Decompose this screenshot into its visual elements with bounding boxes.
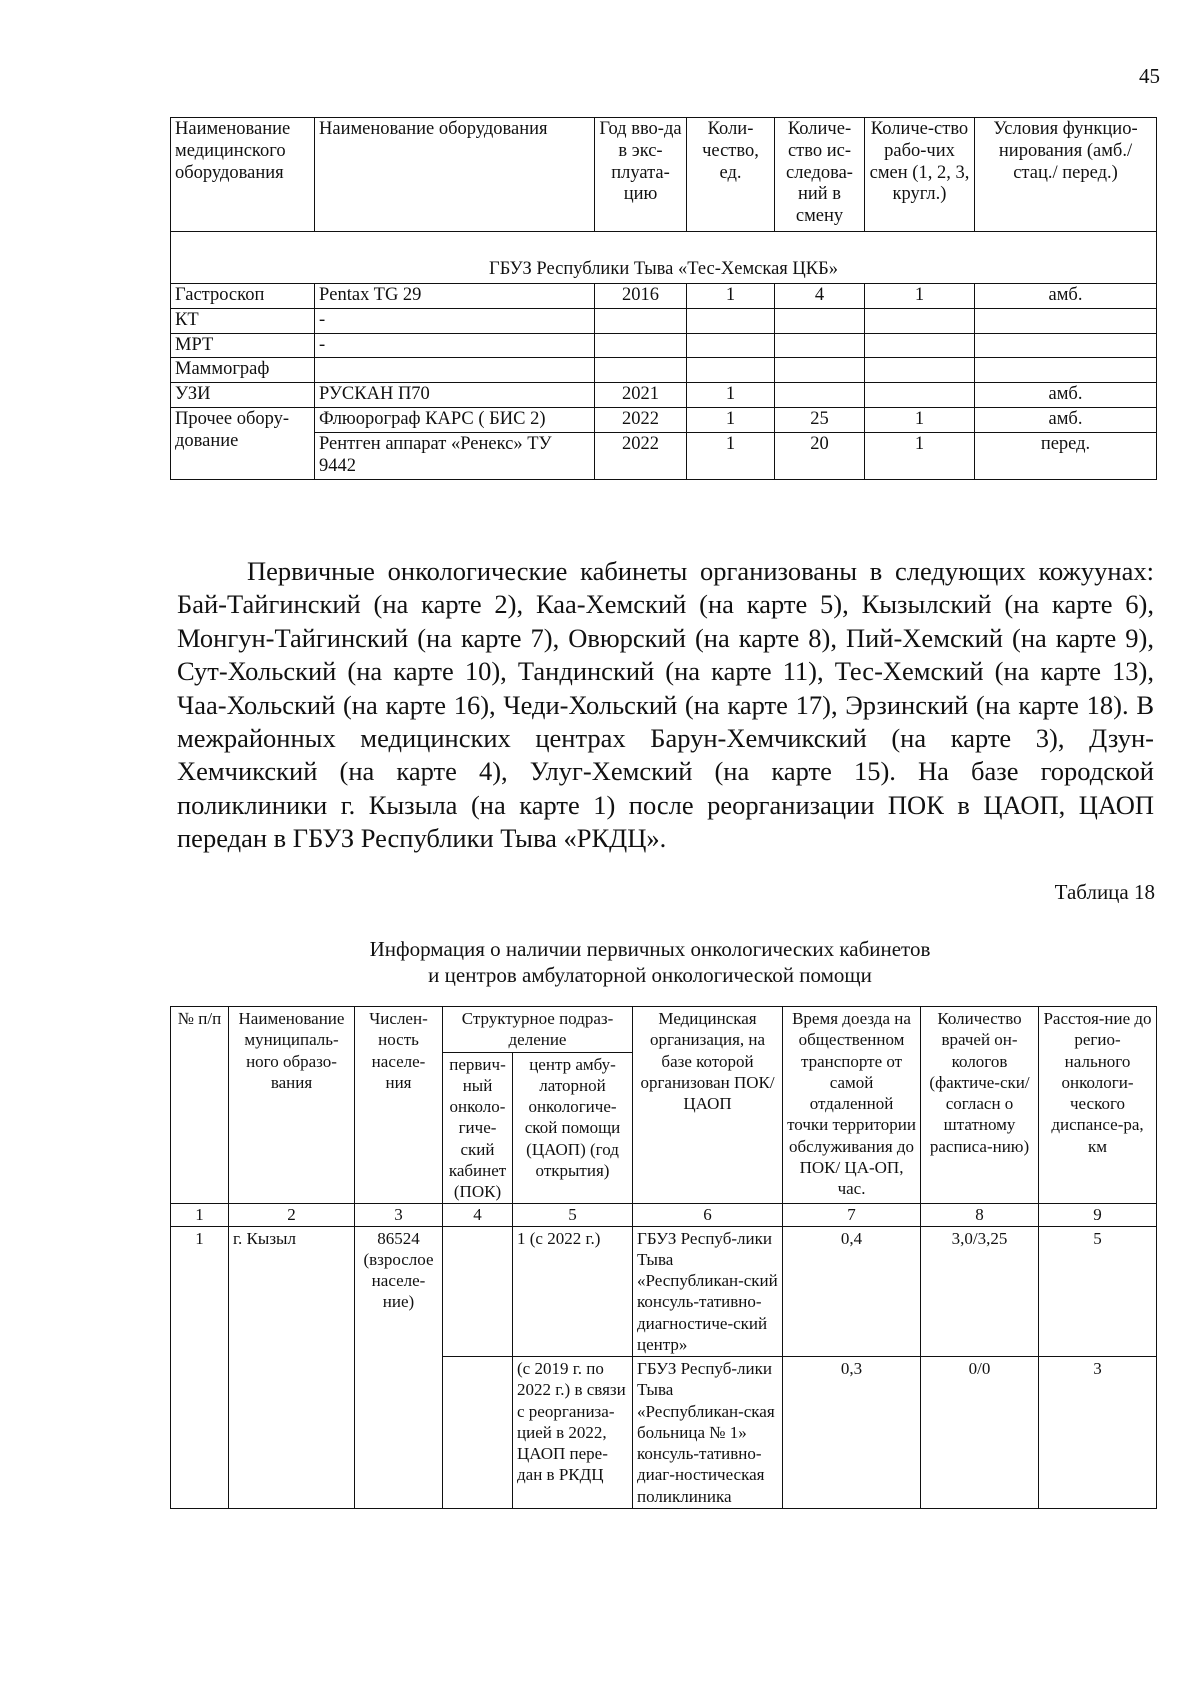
table-caption: Таблица 18 <box>1054 880 1155 904</box>
equipment-conditions <box>975 333 1157 358</box>
header-municipality: Наименование муниципаль-ного образо-вания <box>229 1007 355 1204</box>
equipment-type: УЗИ <box>171 383 315 408</box>
table-title-line: Информация о наличии первичных онкологических кабинетов <box>369 937 931 961</box>
equipment-shifts: 1 <box>865 432 975 479</box>
header-quantity: Коли-чество, ед. <box>687 118 775 232</box>
column-number-row <box>171 1204 1157 1226</box>
equipment-qty: 1 <box>687 408 775 433</box>
header-year: Год вво-да в экс-плуата-цию <box>595 118 687 232</box>
row-distance: 5 <box>1039 1226 1157 1357</box>
equipment-conditions <box>975 358 1157 383</box>
table-row <box>171 383 1157 408</box>
row-caop: (с 2019 г. по 2022 г.) в связи с реорганиза-цией в 2022, ЦАОП пере-дан в РКДЦ <box>513 1357 633 1509</box>
equipment-conditions <box>975 308 1157 333</box>
equipment-name: РУСКАН П70 <box>315 383 595 408</box>
header-time: Время доезда на общественном транспорте от самой отдаленной точки территории обслуживания до ПОК/ ЦА-ОП, час. <box>783 1007 921 1204</box>
column-number: 3 <box>355 1204 443 1226</box>
equipment-year: 2021 <box>595 383 687 408</box>
equipment-year <box>595 358 687 383</box>
row-pok <box>443 1357 513 1509</box>
row-caop: 1 (с 2022 г.) <box>513 1226 633 1357</box>
oncology-table <box>170 1006 1157 1509</box>
column-number: 6 <box>633 1204 783 1226</box>
equipment-header-row <box>171 118 1157 232</box>
table-row <box>171 432 1157 479</box>
header-row <box>171 1007 1157 1053</box>
equipment-studies <box>775 308 865 333</box>
equipment-studies <box>775 333 865 358</box>
equipment-name: - <box>315 333 595 358</box>
equipment-name <box>315 358 595 383</box>
equipment-shifts: 1 <box>865 284 975 309</box>
column-number: 8 <box>921 1204 1039 1226</box>
header-distance: Расстоя-ние до регио-нального онкологи-ческого диспансе-ра, км <box>1039 1007 1157 1204</box>
row-doctors: 0/0 <box>921 1357 1039 1509</box>
equipment-shifts <box>865 383 975 408</box>
column-number: 1 <box>171 1204 229 1226</box>
row-population: 86524 (взрослое населе-ние) <box>355 1226 443 1508</box>
equipment-year: 2016 <box>595 284 687 309</box>
column-number: 7 <box>783 1204 921 1226</box>
table-row <box>171 358 1157 383</box>
equipment-name: Рентген аппарат «Ренекс» ТУ 9442 <box>315 432 595 479</box>
equipment-shifts: 1 <box>865 408 975 433</box>
header-shifts: Количе-ство рабо-чих смен (1, 2, 3, кругл.) <box>865 118 975 232</box>
table-row <box>171 308 1157 333</box>
table-row <box>171 333 1157 358</box>
table-row <box>171 1226 1157 1357</box>
page-number: 45 <box>1139 64 1160 88</box>
equipment-studies: 25 <box>775 408 865 433</box>
equipment-type: КТ <box>171 308 315 333</box>
table-row <box>171 284 1157 309</box>
column-number: 2 <box>229 1204 355 1226</box>
column-number: 4 <box>443 1204 513 1226</box>
row-municipality: г. Кызыл <box>229 1226 355 1508</box>
equipment-type: МРТ <box>171 333 315 358</box>
equipment-qty <box>687 333 775 358</box>
equipment-table <box>170 117 1157 480</box>
row-num: 1 <box>171 1226 229 1508</box>
equipment-conditions: амб. <box>975 408 1157 433</box>
equipment-conditions: амб. <box>975 383 1157 408</box>
equipment-qty: 1 <box>687 383 775 408</box>
equipment-qty <box>687 308 775 333</box>
equipment-year <box>595 308 687 333</box>
row-org: ГБУЗ Респуб-лики Тыва «Республикан-ская больница № 1» консуль-тативно-диаг-ностическая поликлиника <box>633 1357 783 1509</box>
row-time: 0,4 <box>783 1226 921 1357</box>
header-equipment-name: Наименование оборудования <box>315 118 595 232</box>
equipment-qty: 1 <box>687 432 775 479</box>
row-doctors: 3,0/3,25 <box>921 1226 1039 1357</box>
body-paragraph: Первичные онкологические кабинеты организованы в следующих кожуунах: Бай-Тайгинский (на карте 2), Каа-Хемский (на карте 5), Кызылский (на карте 6), Монгун-Тайгинский (на карте 7), Овюрский (на карте 8), Пий-Хемский (на карте 9), Сут-Хольский (на карте 10), Тандинский (на карте 11), Тес-Хемский (на карте 13), Чаа-Хольский (на карте 16), Чеди-Хольский (на карте 17), Эрзинский (на карте 18). В межрайонных медицинских центрах Барун-Хемчикский (на карте 3), Дзун-Хемчикский (на карте 4), Улуг-Хемский (на карте 15). На базе городской поликлиники г. Кызыла (на карте 1) после реорганизации ПОК в ЦАОП, ЦАОП передан в ГБУЗ Республики Тыва «РКДЦ». <box>177 556 1154 854</box>
header-doctors: Количество врачей он-кологов (фактиче-ски/согласн о штатному расписа-нию) <box>921 1007 1039 1204</box>
header-studies: Количе-ство ис-следова-ний в смену <box>775 118 865 232</box>
header-structural: Структурное подраз-деление <box>443 1007 633 1053</box>
header-caop: центр амбу-латорной онкологиче-ской помощи (ЦАОП) (год открытия) <box>513 1052 633 1204</box>
equipment-type: Маммограф <box>171 358 315 383</box>
equipment-studies: 4 <box>775 284 865 309</box>
row-org: ГБУЗ Респуб-лики Тыва «Республикан-ский консуль-тативно-диагностиче-ский центр» <box>633 1226 783 1357</box>
equipment-qty <box>687 358 775 383</box>
header-num: № п/п <box>171 1007 229 1204</box>
equipment-year: 2022 <box>595 432 687 479</box>
column-number: 5 <box>513 1204 633 1226</box>
equipment-type: Прочее обору-дование <box>171 408 315 479</box>
equipment-conditions: перед. <box>975 432 1157 479</box>
equipment-shifts <box>865 308 975 333</box>
header-pok: первич-ный онколо-гиче-ский кабинет (ПОК) <box>443 1052 513 1204</box>
equipment-shifts <box>865 358 975 383</box>
equipment-conditions: амб. <box>975 284 1157 309</box>
header-org: Медицинская организация, на базе которой организован ПОК/ЦАОП <box>633 1007 783 1204</box>
row-pok <box>443 1226 513 1357</box>
header-conditions: Условия функцио-нирования (амб./стац./ перед.) <box>975 118 1157 232</box>
equipment-studies <box>775 383 865 408</box>
table-title-line: и центров амбулаторной онкологической помощи <box>428 963 872 987</box>
equipment-year: 2022 <box>595 408 687 433</box>
equipment-year <box>595 333 687 358</box>
column-number: 9 <box>1039 1204 1157 1226</box>
table-title <box>230 936 1070 988</box>
equipment-qty: 1 <box>687 284 775 309</box>
equipment-studies <box>775 358 865 383</box>
header-population: Числен-ность населе-ния <box>355 1007 443 1204</box>
organization-name: ГБУЗ Республики Тыва «Тес-Хемская ЦКБ» <box>171 232 1157 284</box>
row-time: 0,3 <box>783 1357 921 1509</box>
header-equipment-type: Наименование медицинского оборудования <box>171 118 315 232</box>
row-distance: 3 <box>1039 1357 1157 1509</box>
equipment-name: - <box>315 308 595 333</box>
equipment-name: Pentax TG 29 <box>315 284 595 309</box>
equipment-name: Флюорограф КАРС ( БИС 2) <box>315 408 595 433</box>
equipment-type: Гастроскоп <box>171 284 315 309</box>
equipment-shifts <box>865 333 975 358</box>
table-row <box>171 408 1157 433</box>
organization-row <box>171 232 1157 284</box>
equipment-studies: 20 <box>775 432 865 479</box>
